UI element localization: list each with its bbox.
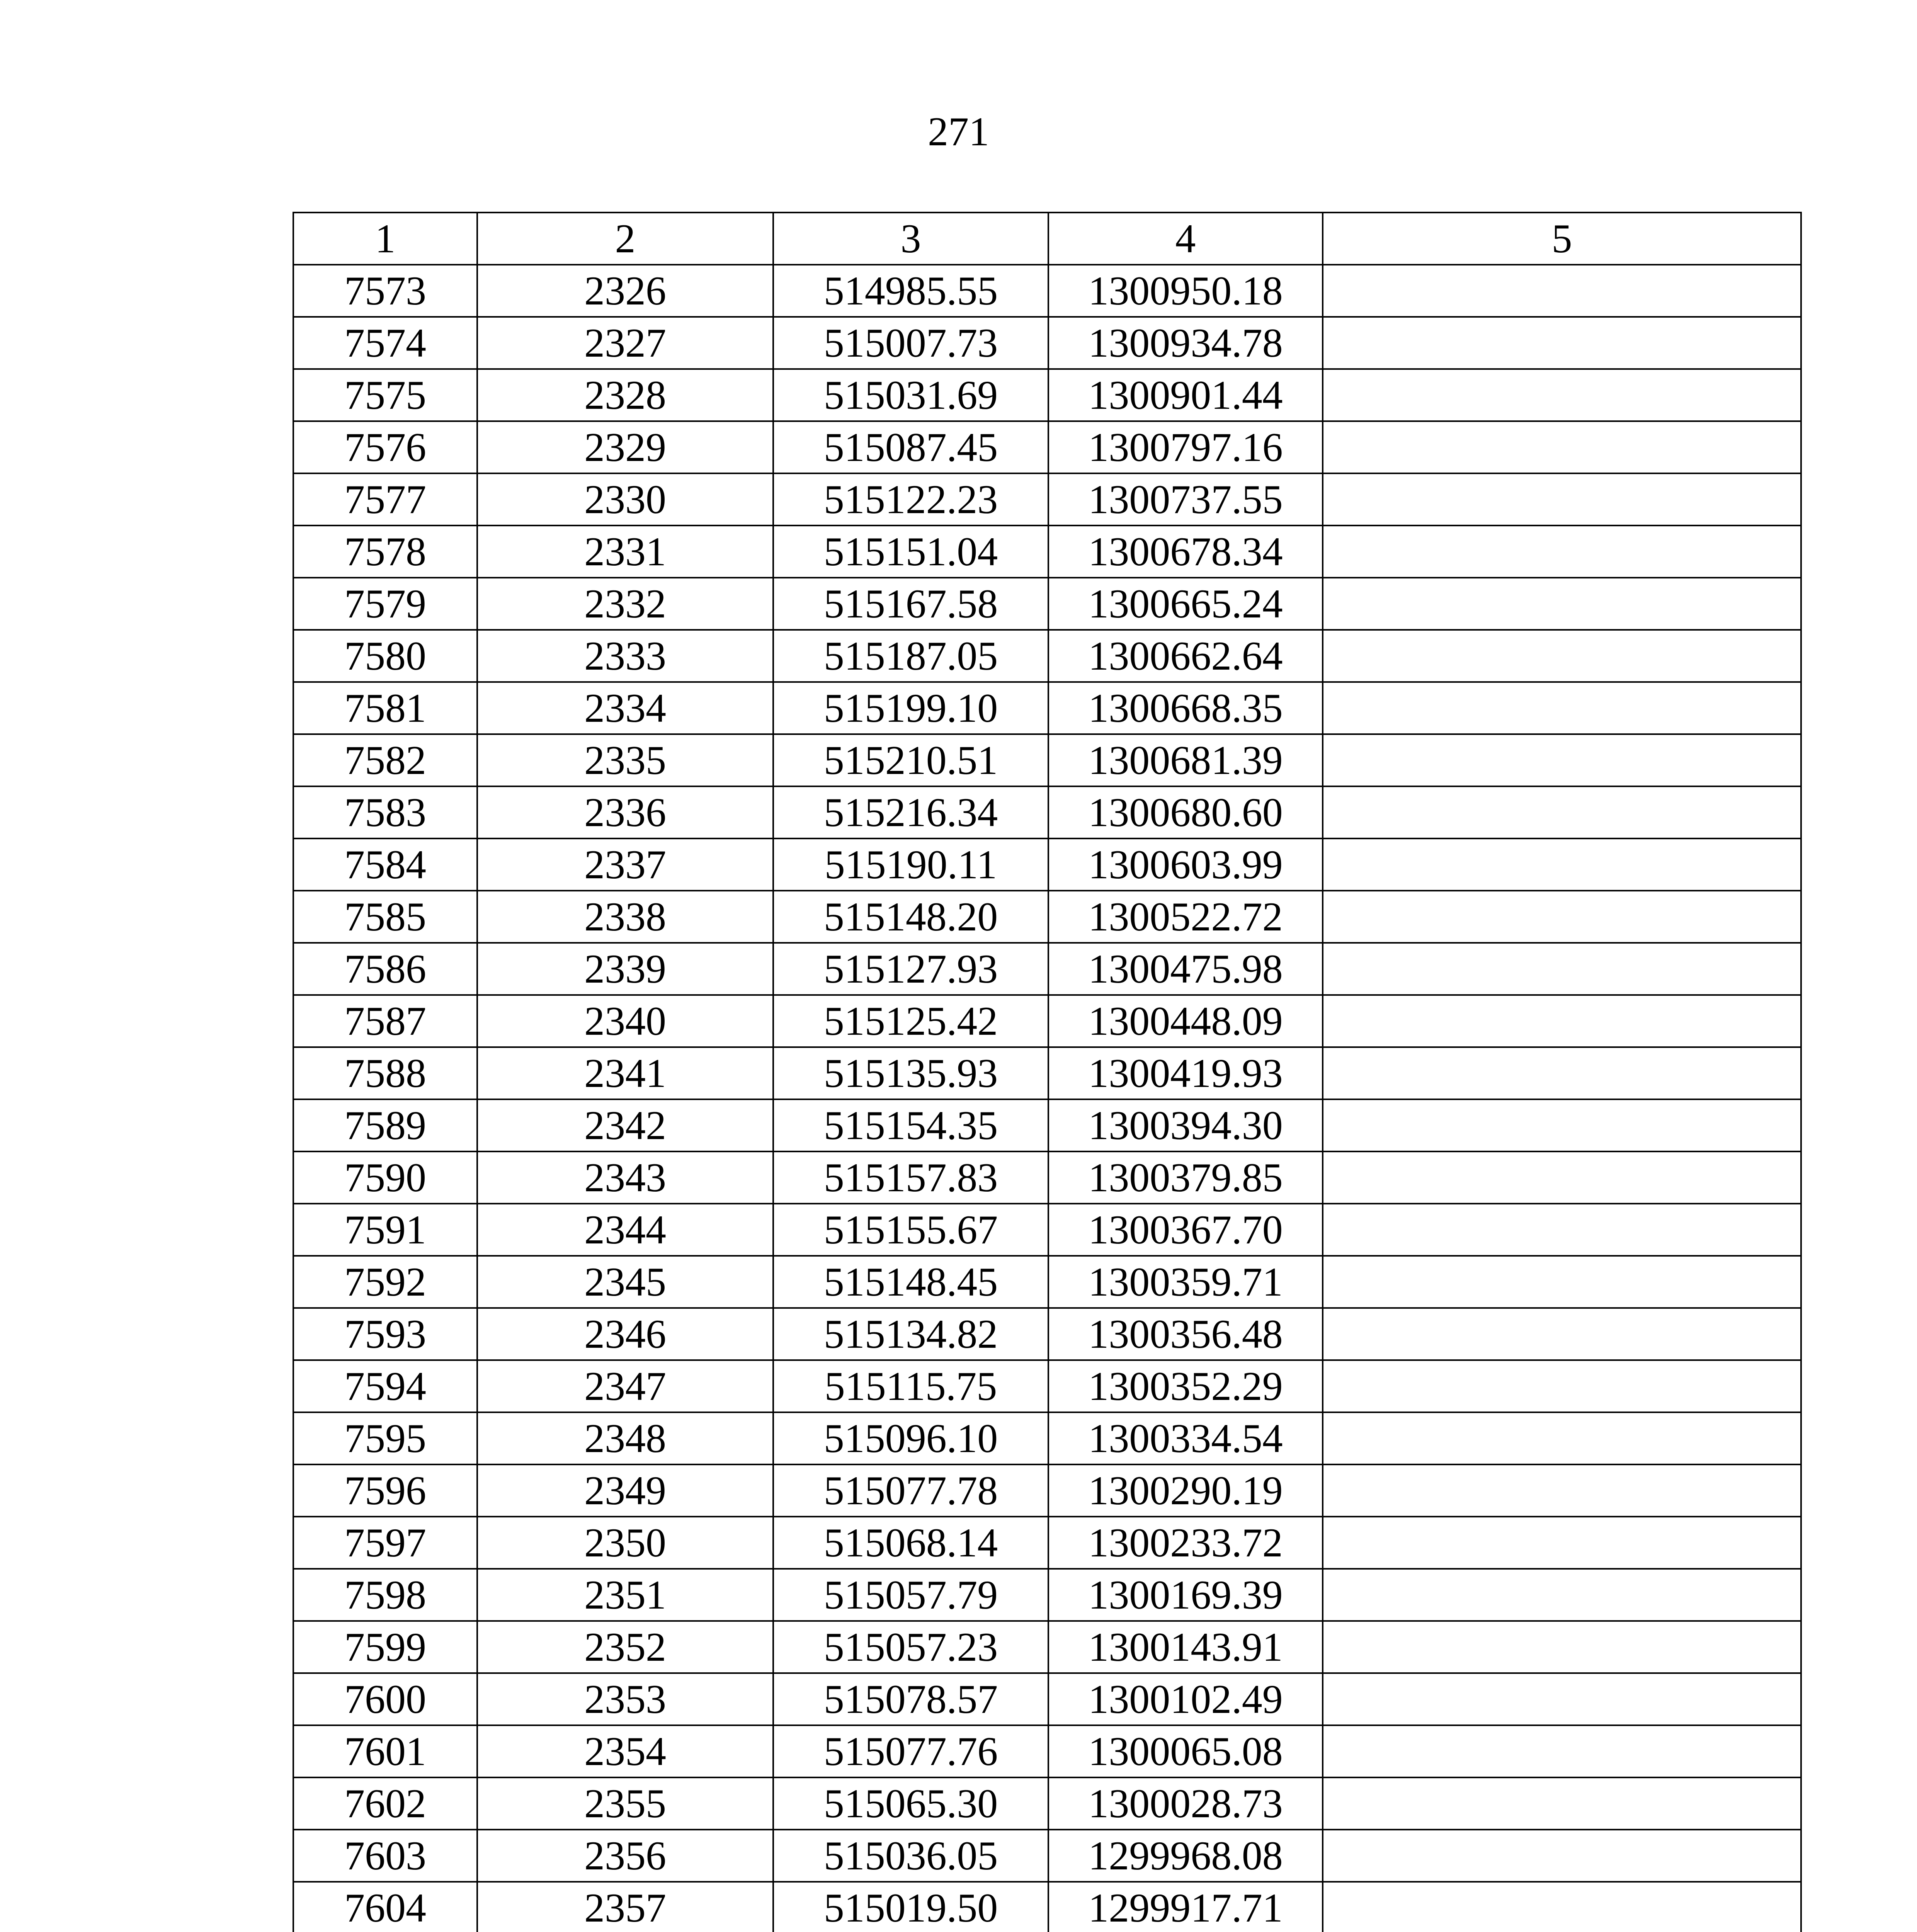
table-cell [1323, 578, 1801, 630]
table-cell: 514985.55 [773, 265, 1048, 317]
table-cell: 1299917.71 [1048, 1882, 1323, 1932]
table-cell [1323, 1621, 1801, 1673]
table-cell: 1300901.44 [1048, 369, 1323, 421]
table-cell: 7585 [293, 891, 477, 943]
table-row [293, 943, 1801, 995]
table-row [293, 421, 1801, 473]
table-cell [1323, 734, 1801, 786]
table-cell: 515087.45 [773, 421, 1048, 473]
table-cell: 7575 [293, 369, 477, 421]
table-row [293, 369, 1801, 421]
table-cell: 7574 [293, 317, 477, 369]
table-cell: 1300522.72 [1048, 891, 1323, 943]
table-cell: 515135.93 [773, 1047, 1048, 1099]
table-cell: 2357 [477, 1882, 773, 1932]
table-cell: 1300359.71 [1048, 1256, 1323, 1308]
table-cell [1323, 838, 1801, 891]
header-cell: 2 [477, 213, 773, 265]
table-cell: 7586 [293, 943, 477, 995]
table-cell: 1300934.78 [1048, 317, 1323, 369]
table-cell: 2349 [477, 1464, 773, 1517]
table-cell: 2344 [477, 1204, 773, 1256]
table-cell: 515210.51 [773, 734, 1048, 786]
table-row [293, 1204, 1801, 1256]
table-cell: 1300233.72 [1048, 1517, 1323, 1569]
table-cell: 2343 [477, 1151, 773, 1204]
table-cell: 1300065.08 [1048, 1725, 1323, 1777]
table-cell [1323, 1204, 1801, 1256]
table-row [293, 1569, 1801, 1621]
table-cell: 7581 [293, 682, 477, 734]
table-row [293, 1412, 1801, 1464]
table-cell: 2326 [477, 265, 773, 317]
table-cell: 2356 [477, 1830, 773, 1882]
table-row [293, 1308, 1801, 1360]
table-cell: 515057.23 [773, 1621, 1048, 1673]
table-cell: 1300028.73 [1048, 1777, 1323, 1830]
table-row [293, 1099, 1801, 1151]
table-row [293, 1673, 1801, 1725]
table-row [293, 838, 1801, 891]
table-cell: 2328 [477, 369, 773, 421]
table-cell: 7594 [293, 1360, 477, 1412]
table-cell: 7593 [293, 1308, 477, 1360]
table-cell: 1300665.24 [1048, 578, 1323, 630]
table-cell: 7573 [293, 265, 477, 317]
table-cell: 7598 [293, 1569, 477, 1621]
table-cell: 1300290.19 [1048, 1464, 1323, 1517]
coordinates-table [293, 212, 1802, 1932]
table-cell: 7583 [293, 786, 477, 838]
table-cell: 2331 [477, 526, 773, 578]
table-row [293, 630, 1801, 682]
table-cell: 515007.73 [773, 317, 1048, 369]
table-cell: 515151.04 [773, 526, 1048, 578]
table-cell: 515216.34 [773, 786, 1048, 838]
table-cell: 1300668.35 [1048, 682, 1323, 734]
table-cell: 7584 [293, 838, 477, 891]
table-cell [1323, 1882, 1801, 1932]
table-row [293, 995, 1801, 1047]
table-cell [1323, 1517, 1801, 1569]
table-cell: 1300475.98 [1048, 943, 1323, 995]
table-cell [1323, 317, 1801, 369]
table-cell [1323, 265, 1801, 317]
header-cell: 5 [1323, 213, 1801, 265]
table-row [293, 1830, 1801, 1882]
table-row [293, 1256, 1801, 1308]
table-cell: 1300102.49 [1048, 1673, 1323, 1725]
table-cell: 1300448.09 [1048, 995, 1323, 1047]
table-cell: 515122.23 [773, 473, 1048, 526]
table-cell: 7577 [293, 473, 477, 526]
table-cell: 1300681.39 [1048, 734, 1323, 786]
table-cell: 1300678.34 [1048, 526, 1323, 578]
table-row [293, 1777, 1801, 1830]
table-cell: 1300367.70 [1048, 1204, 1323, 1256]
table-cell: 2327 [477, 317, 773, 369]
table-cell [1323, 1256, 1801, 1308]
header-cell: 1 [293, 213, 477, 265]
table-cell [1323, 1569, 1801, 1621]
table-cell: 515115.75 [773, 1360, 1048, 1412]
table-cell: 2345 [477, 1256, 773, 1308]
table-cell: 515077.78 [773, 1464, 1048, 1517]
table-cell: 2336 [477, 786, 773, 838]
table-cell [1323, 943, 1801, 995]
table-cell: 1300356.48 [1048, 1308, 1323, 1360]
table-cell [1323, 369, 1801, 421]
table-cell: 515154.35 [773, 1099, 1048, 1151]
table-row [293, 786, 1801, 838]
table-cell: 2347 [477, 1360, 773, 1412]
table-cell: 7579 [293, 578, 477, 630]
page-number: 271 [928, 109, 989, 154]
table-cell: 515096.10 [773, 1412, 1048, 1464]
table-cell [1323, 421, 1801, 473]
table-cell: 2339 [477, 943, 773, 995]
table-cell [1323, 1047, 1801, 1099]
table-row [293, 265, 1801, 317]
table-cell: 7599 [293, 1621, 477, 1673]
table-cell: 515199.10 [773, 682, 1048, 734]
table-cell: 2334 [477, 682, 773, 734]
table-cell: 515065.30 [773, 1777, 1048, 1830]
table-cell: 2341 [477, 1047, 773, 1099]
table-cell [1323, 1464, 1801, 1517]
table-cell: 7603 [293, 1830, 477, 1882]
table-cell [1323, 891, 1801, 943]
table-cell: 7578 [293, 526, 477, 578]
table-cell [1323, 473, 1801, 526]
table-row [293, 1882, 1801, 1932]
table-row [293, 1047, 1801, 1099]
table-cell [1323, 1308, 1801, 1360]
table-cell: 7591 [293, 1204, 477, 1256]
table-row [293, 1621, 1801, 1673]
table-cell: 515190.11 [773, 838, 1048, 891]
table-cell: 1300379.85 [1048, 1151, 1323, 1204]
table-row [293, 578, 1801, 630]
table-cell: 7595 [293, 1412, 477, 1464]
table-cell [1323, 1777, 1801, 1830]
header-cell: 3 [773, 213, 1048, 265]
table-cell: 515155.67 [773, 1204, 1048, 1256]
table-cell: 515077.76 [773, 1725, 1048, 1777]
table-cell: 2332 [477, 578, 773, 630]
table-cell: 7601 [293, 1725, 477, 1777]
table-cell: 1300950.18 [1048, 265, 1323, 317]
table-cell [1323, 1412, 1801, 1464]
table-cell [1323, 1151, 1801, 1204]
table-cell: 1300680.60 [1048, 786, 1323, 838]
table-row [293, 473, 1801, 526]
table-cell: 7600 [293, 1673, 477, 1725]
table-cell: 515127.93 [773, 943, 1048, 995]
table-cell: 2337 [477, 838, 773, 891]
table-cell: 7582 [293, 734, 477, 786]
table-cell: 7602 [293, 1777, 477, 1830]
table-cell [1323, 1725, 1801, 1777]
table-cell: 1300169.39 [1048, 1569, 1323, 1621]
table-cell: 2348 [477, 1412, 773, 1464]
table-body [293, 265, 1801, 1932]
table-cell: 2352 [477, 1621, 773, 1673]
table-cell: 1300419.93 [1048, 1047, 1323, 1099]
table-row [293, 682, 1801, 734]
table-cell: 2355 [477, 1777, 773, 1830]
table-cell: 2353 [477, 1673, 773, 1725]
table-cell: 515019.50 [773, 1882, 1048, 1932]
table-cell: 515148.45 [773, 1256, 1048, 1308]
table-cell: 7590 [293, 1151, 477, 1204]
table-cell: 7592 [293, 1256, 477, 1308]
table-row [293, 1725, 1801, 1777]
table-cell [1323, 1099, 1801, 1151]
header-cell: 4 [1048, 213, 1323, 265]
table-cell: 2330 [477, 473, 773, 526]
table-cell: 1300662.64 [1048, 630, 1323, 682]
table-row [293, 1151, 1801, 1204]
table-cell: 515068.14 [773, 1517, 1048, 1569]
table-cell: 2335 [477, 734, 773, 786]
table-cell [1323, 682, 1801, 734]
table-cell: 2350 [477, 1517, 773, 1569]
table-cell: 2342 [477, 1099, 773, 1151]
table-cell: 1300334.54 [1048, 1412, 1323, 1464]
table-cell: 515187.05 [773, 630, 1048, 682]
table-cell: 7597 [293, 1517, 477, 1569]
table-cell: 7589 [293, 1099, 477, 1151]
table-cell: 515078.57 [773, 1673, 1048, 1725]
header-row [293, 213, 1801, 265]
table-cell [1323, 1360, 1801, 1412]
table-cell [1323, 526, 1801, 578]
table-cell: 2354 [477, 1725, 773, 1777]
table-row [293, 1517, 1801, 1569]
table-cell: 2338 [477, 891, 773, 943]
table-cell: 1299968.08 [1048, 1830, 1323, 1882]
table-row [293, 317, 1801, 369]
table-cell: 1300603.99 [1048, 838, 1323, 891]
table-cell: 515031.69 [773, 369, 1048, 421]
table-cell [1323, 995, 1801, 1047]
table-cell: 1300797.16 [1048, 421, 1323, 473]
table-row [293, 526, 1801, 578]
table-row [293, 891, 1801, 943]
table-cell [1323, 630, 1801, 682]
table-cell: 7587 [293, 995, 477, 1047]
table-cell: 7576 [293, 421, 477, 473]
table-row [293, 1360, 1801, 1412]
table-cell [1323, 1673, 1801, 1725]
table-row [293, 734, 1801, 786]
table-cell: 515148.20 [773, 891, 1048, 943]
table-cell: 7596 [293, 1464, 477, 1517]
table-cell: 515157.83 [773, 1151, 1048, 1204]
table-cell: 1300352.29 [1048, 1360, 1323, 1412]
table-cell: 1300394.30 [1048, 1099, 1323, 1151]
table-cell: 7604 [293, 1882, 477, 1932]
table-cell: 2329 [477, 421, 773, 473]
table-row [293, 1464, 1801, 1517]
table-cell [1323, 786, 1801, 838]
table-cell: 515134.82 [773, 1308, 1048, 1360]
table-cell: 2333 [477, 630, 773, 682]
table-cell: 515036.05 [773, 1830, 1048, 1882]
table-cell [1323, 1830, 1801, 1882]
table-cell: 7588 [293, 1047, 477, 1099]
table-cell: 2346 [477, 1308, 773, 1360]
table-cell: 2340 [477, 995, 773, 1047]
table-cell: 515125.42 [773, 995, 1048, 1047]
table-cell: 515057.79 [773, 1569, 1048, 1621]
table-cell: 7580 [293, 630, 477, 682]
table-cell: 515167.58 [773, 578, 1048, 630]
table-cell: 1300143.91 [1048, 1621, 1323, 1673]
table-cell: 1300737.55 [1048, 473, 1323, 526]
table-cell: 2351 [477, 1569, 773, 1621]
